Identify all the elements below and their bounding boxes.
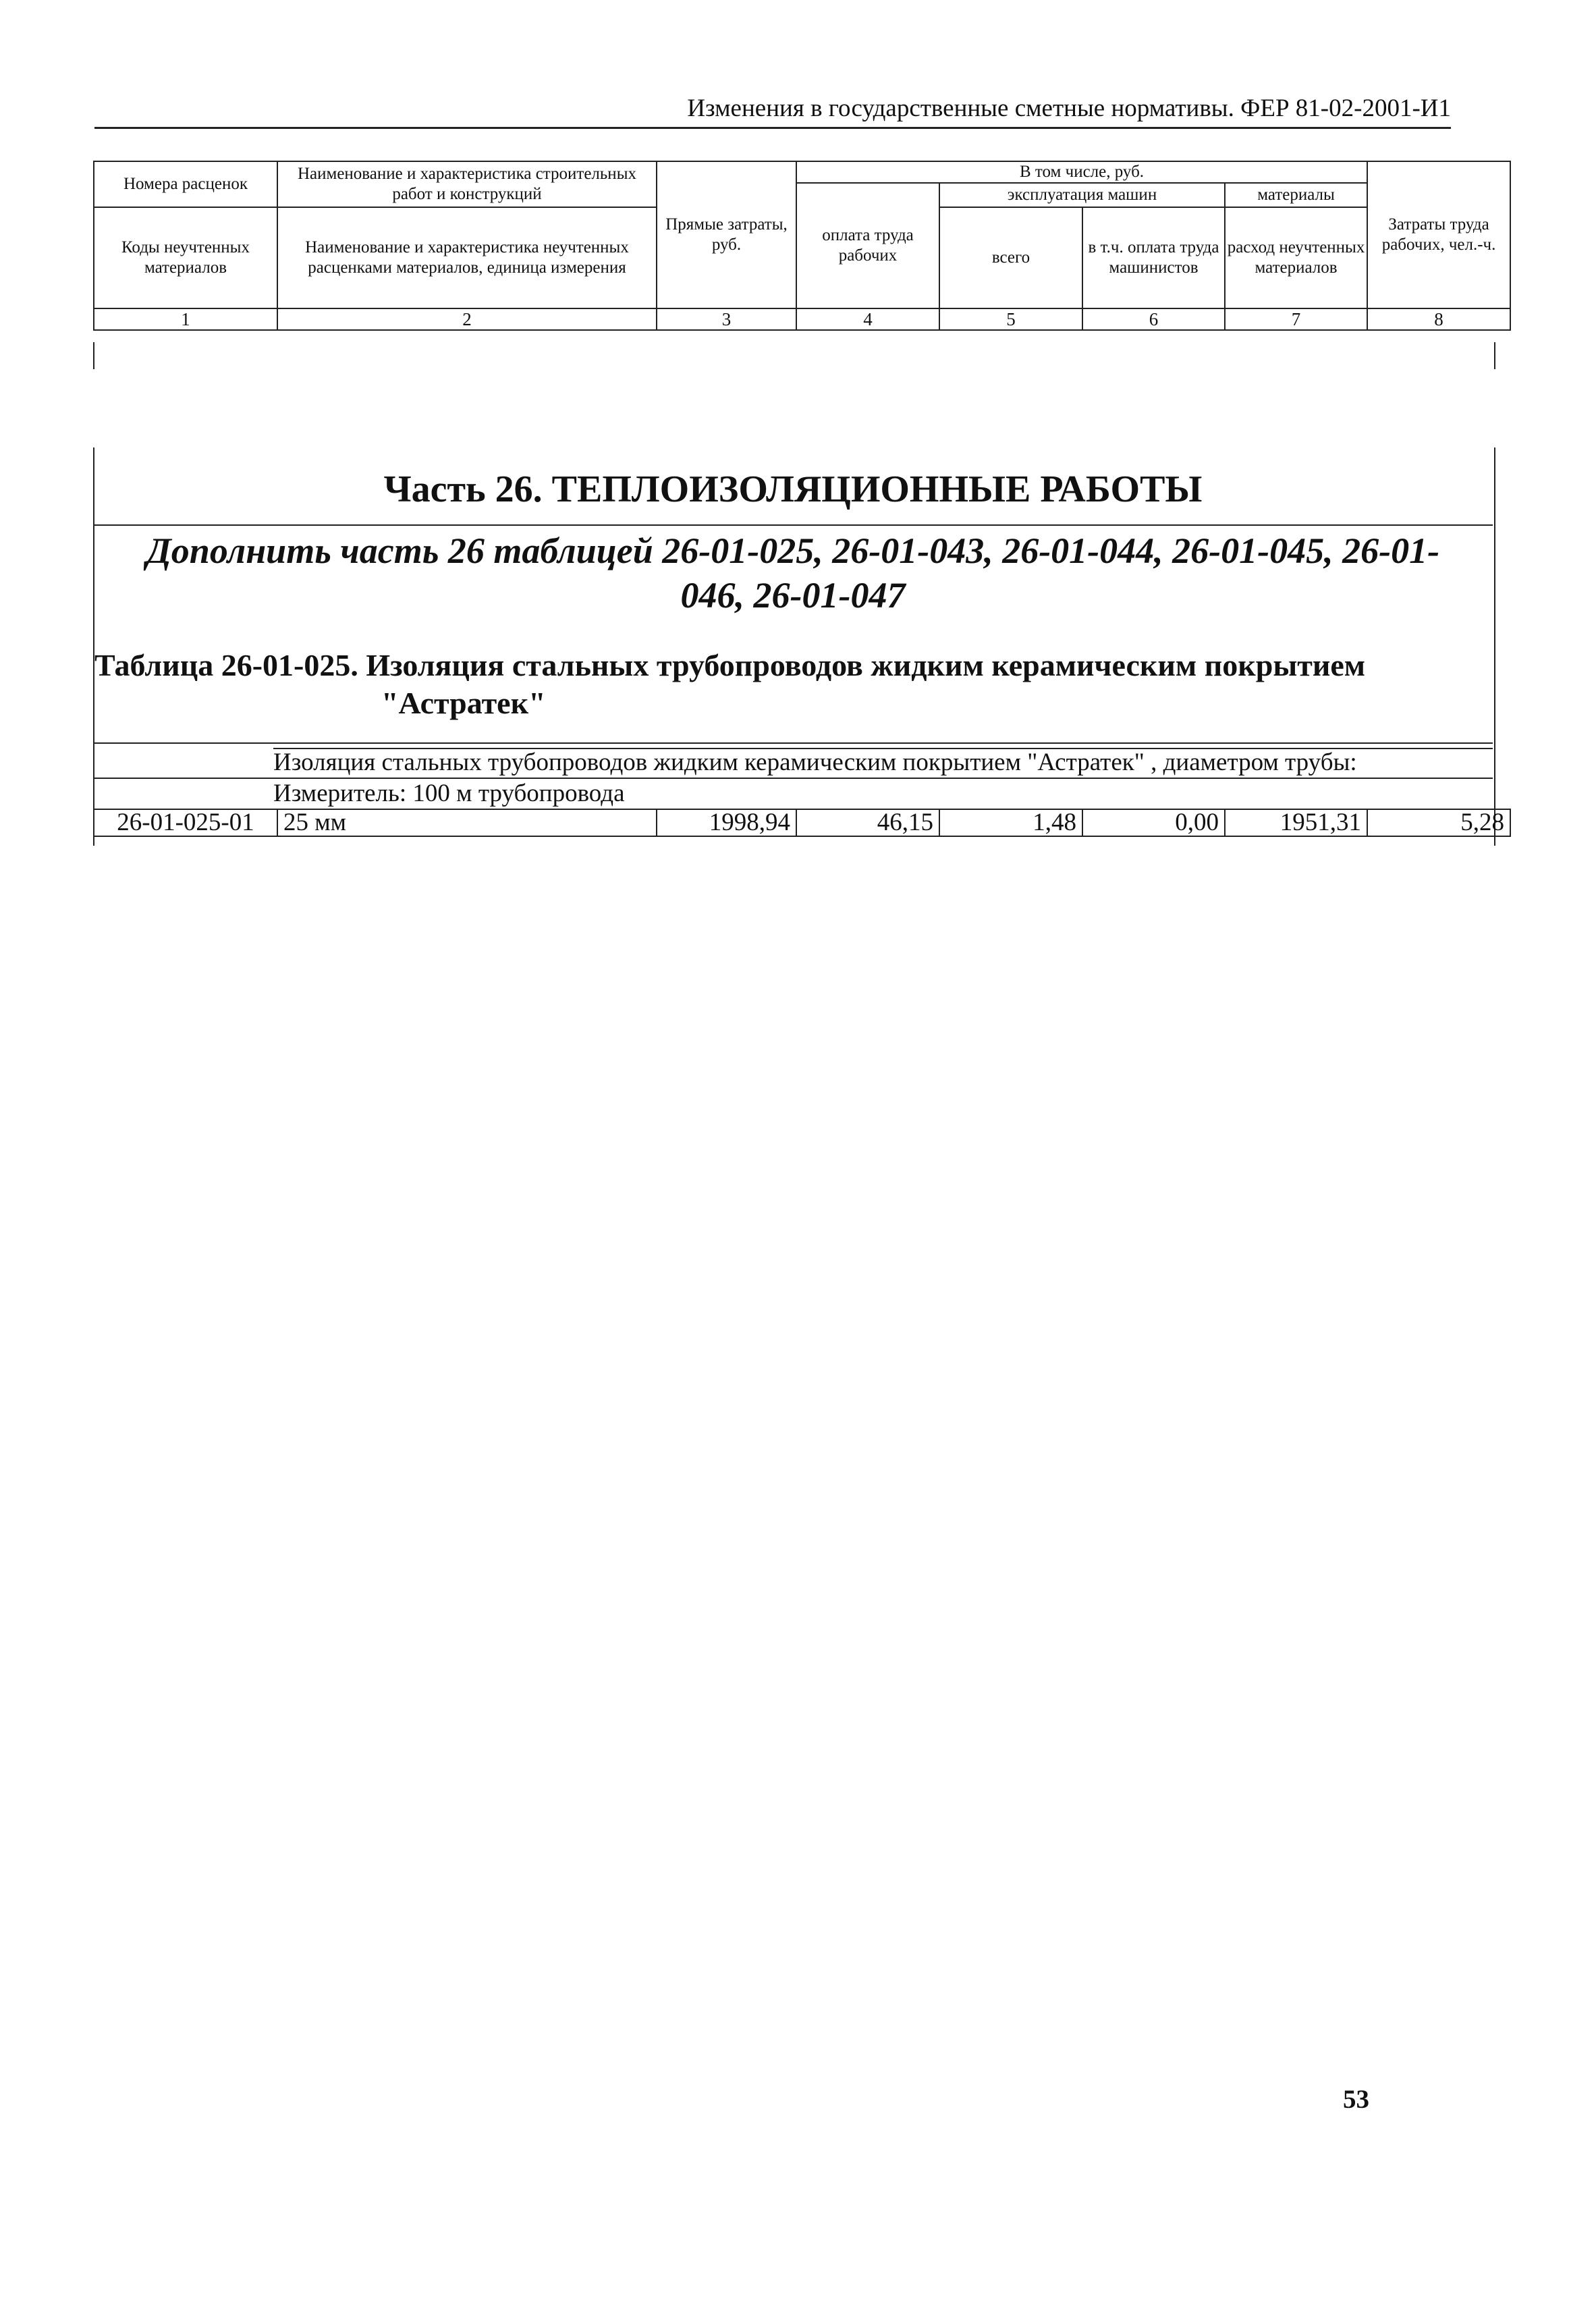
header-including-group: В том числе, руб. — [796, 161, 1367, 183]
running-head: Изменения в государственные сметные нормативы. ФЕР 81-02-2001-И1 — [687, 94, 1451, 122]
header-material-names: Наименование и характеристика неучтенных расценками материалов, единица измерения — [277, 207, 657, 308]
header-labor-hours: Затраты труда рабочих, чел.-ч. — [1367, 161, 1510, 308]
column-number: 5 — [939, 308, 1082, 330]
page-number: 53 — [1343, 2085, 1369, 2114]
header-material-codes: Коды неучтенных материалов — [94, 207, 277, 308]
header-machine-operation: эксплуатация машин — [939, 183, 1225, 207]
header-continuation-frame — [93, 342, 1495, 369]
table-caption-line-2: "Астратек" — [381, 686, 546, 720]
direct-cost: 1998,94 — [657, 809, 796, 836]
machinists-pay: 0,00 — [1082, 809, 1225, 836]
work-description: Изоляция стальных трубопроводов жидким керамическим покрытием "Астратек" , диаметром трубы: — [273, 749, 1357, 776]
column-number: 4 — [796, 308, 939, 330]
header-rate-number: Номера расценок — [94, 161, 277, 207]
column-number: 7 — [1225, 308, 1367, 330]
header-machinists-pay: в т.ч. оплата труда машинистов — [1082, 207, 1225, 308]
column-number: 1 — [94, 308, 277, 330]
header-materials: материалы — [1225, 183, 1367, 207]
addendum-line-2: 046, 26-01-047 — [680, 575, 906, 616]
header-machines-total: всего — [939, 207, 1082, 308]
column-header-table — [93, 161, 1511, 331]
column-number: 8 — [1367, 308, 1510, 330]
column-number: 2 — [277, 308, 657, 330]
column-number: 6 — [1082, 308, 1225, 330]
addendum-note — [94, 528, 1491, 618]
labor-hours: 5,28 — [1367, 809, 1510, 836]
column-number: 3 — [657, 308, 796, 330]
description-rule — [94, 778, 1493, 779]
header-labor-pay: оплата труда рабочих — [796, 183, 939, 308]
rates-table — [93, 809, 1511, 837]
work-name: 25 мм — [277, 809, 657, 836]
part-title: Часть 26. ТЕПЛОИЗОЛЯЦИОННЫЕ РАБОТЫ — [383, 468, 1203, 510]
header-rule — [94, 127, 1451, 129]
header-work-name: Наименование и характеристика строительных работ и конструкций — [277, 161, 657, 207]
table-row — [94, 809, 1510, 836]
section-divider — [94, 524, 1493, 526]
measurement-unit: Измеритель: 100 м трубопровода — [273, 780, 625, 807]
labor-pay: 46,15 — [796, 809, 939, 836]
table-caption — [94, 647, 1498, 722]
rate-code: 26-01-025-01 — [94, 809, 277, 836]
machines-total: 1,48 — [939, 809, 1082, 836]
addendum-line-1: Дополнить часть 26 таблицей 26-01-025, 26-01-043, 26-01-044, 26-01-045, 26-01- — [146, 530, 1440, 571]
header-materials-consumption: расход неучтенных материалов — [1225, 207, 1367, 308]
table-caption-line-1: Таблица 26-01-025. Изоляция стальных трубопроводов жидким керамическим покрытием — [94, 648, 1366, 682]
materials-cost: 1951,31 — [1225, 809, 1367, 836]
header-direct-costs: Прямые затраты, руб. — [657, 161, 796, 308]
description-top-rule — [94, 742, 1493, 744]
